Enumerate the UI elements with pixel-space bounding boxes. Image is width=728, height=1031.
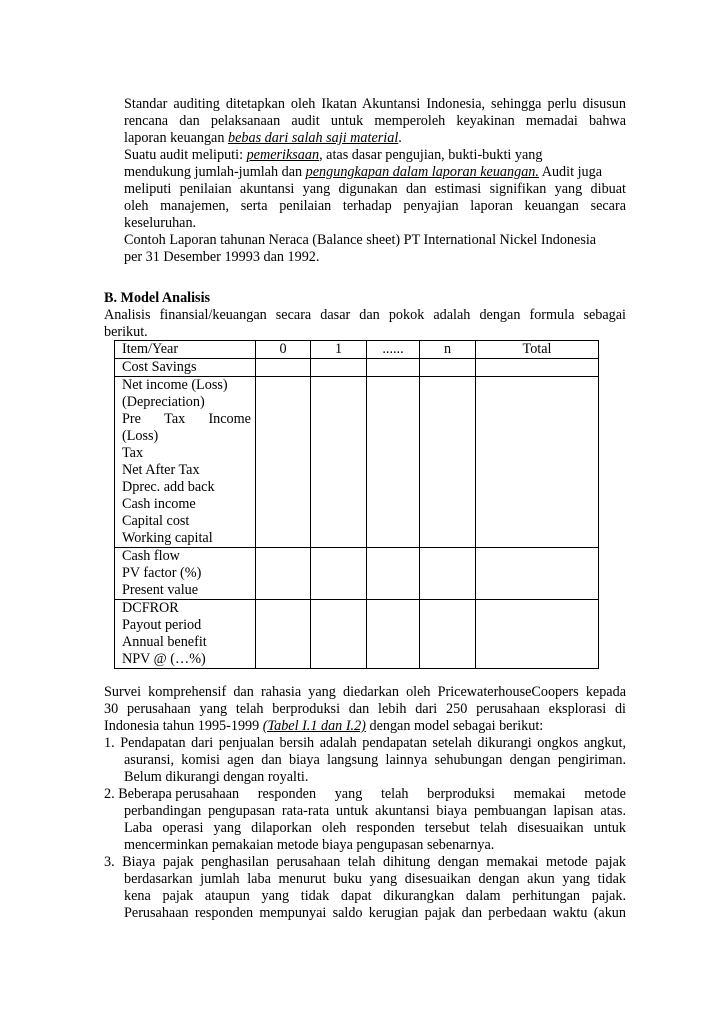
intro-text	[124, 147, 542, 164]
item-label: (Loss)	[122, 428, 159, 444]
header-col-ellipsis: ......	[367, 341, 420, 359]
point-1-line-1: 1. Pendapatan dari penjualan bersih adalah pendapatan setelah dikurangi ongkos angkut,	[104, 735, 626, 751]
table-item-cell	[115, 548, 256, 600]
intro-line-6: meliputi penilaian akuntansi yang digunakan dan estimasi signifikan yang dibuat	[124, 181, 626, 197]
analysis-table	[114, 340, 599, 669]
table-row	[115, 548, 599, 600]
table-cell	[367, 600, 420, 669]
point-2-line-1	[104, 786, 626, 803]
table-item-cell	[115, 359, 256, 377]
table-cell	[476, 377, 599, 548]
item-word: Pre	[122, 411, 141, 427]
intro-line-2: rencana dan pelaksanaan audit untuk memperoleh keyakinan memadai bahwa	[124, 113, 626, 129]
table-cell	[256, 359, 311, 377]
point-text: responden	[257, 786, 317, 802]
point-2-line-2: perbandingan pengupasan rata-rata untuk akuntansi biaya pembuangan lapisan atas.	[124, 803, 626, 819]
point-text: 2. Beberapa perusahaan	[104, 786, 240, 802]
item-label: (Depreciation)	[122, 394, 205, 410]
table-row	[115, 377, 599, 548]
intro-segment: Suatu audit meliputi:	[124, 147, 247, 163]
item-label: Cash income	[122, 496, 196, 512]
table-cell	[420, 600, 476, 669]
section-text-line-2: berikut.	[104, 324, 148, 340]
point-3-line-3: kena pajak ataupun yang tidak dapat dikurangkan dalam perhitungan pajak.	[124, 888, 626, 904]
table-cell	[420, 359, 476, 377]
table-cell	[311, 359, 367, 377]
item-label: Capital cost	[122, 513, 190, 529]
item-label: Net After Tax	[122, 462, 200, 478]
point-3-line-2: berdasarkan jumlah laba menurut buku yang disesuaikan dengan akun yang tidak	[124, 871, 626, 887]
item-label: Payout period	[122, 617, 202, 633]
table-cell	[256, 377, 311, 548]
item-label: DCFROR	[122, 600, 179, 616]
point-text: metode	[584, 786, 626, 802]
intro-line-5	[124, 164, 626, 181]
point-2-line-4: mencerminkan pemakaian metode biaya pengupasan sebenarnya.	[124, 837, 495, 853]
point-1-line-2: asuransi, komisi agen dan biaya langsung lainnya sehubungan dengan pengiriman.	[124, 752, 626, 768]
item-word: Tax	[164, 411, 186, 427]
intro-line-10: per 31 Desember 19993 dan 1992.	[124, 249, 320, 265]
point-1-line-3: Belum dikurangi dengan royalti.	[124, 769, 309, 785]
item-label: NPV @ (…%)	[122, 651, 206, 667]
item-label: Cash flow	[122, 548, 180, 564]
table-cell	[367, 359, 420, 377]
intro-text: mendukung jumlah-jumlah dan	[124, 164, 306, 180]
item-label: Dprec. add back	[122, 479, 215, 495]
point-3-line-4: Perusahaan responden mempunyai saldo kerugian pajak dan perbedaan waktu (akun	[124, 905, 626, 921]
point-text: yang	[334, 786, 363, 802]
table-cell	[256, 548, 311, 600]
intro-text: laporan keuangan	[124, 130, 228, 146]
survey-text: Indonesia tahun 1995-1999	[104, 718, 263, 734]
table-item-cell	[115, 600, 256, 669]
underlined-term: bebas dari salah saji material	[228, 130, 399, 146]
underlined-term: pengungkapan dalam laporan keuangan.	[305, 164, 539, 180]
table-cell	[476, 548, 599, 600]
table-cell	[367, 548, 420, 600]
table-cell	[420, 377, 476, 548]
table-cell	[256, 600, 311, 669]
item-label: Tax	[122, 445, 144, 461]
intro-line-1: Standar auditing ditetapkan oleh Ikatan Akuntansi Indonesia, sehingga perlu disusun	[124, 96, 626, 112]
item-label	[122, 411, 255, 428]
point-text: berproduksi	[427, 786, 495, 802]
intro-segment: , atas dasar pengujian, bukti-bukti yang	[319, 147, 543, 163]
section-heading: B. Model Analisis	[104, 290, 211, 306]
item-label: Present value	[122, 582, 199, 598]
item-word: Income	[208, 411, 251, 427]
item-label: PV factor (%)	[122, 565, 202, 581]
intro-line-3	[124, 130, 626, 147]
table-row	[115, 359, 599, 377]
point-text: memakai	[513, 786, 566, 802]
table-cell	[476, 359, 599, 377]
header-item-year: Item/Year	[115, 341, 256, 359]
intro-line-7: oleh manajemen, serta penilaian terhadap penyajian laporan keuangan secara	[124, 198, 626, 214]
underlined-term: pemeriksaan	[246, 147, 320, 163]
section-text-line-1: Analisis finansial/keuangan secara dasar dan pokok adalah dengan formula sebagai	[104, 307, 626, 323]
item-label: Working capital	[122, 530, 213, 546]
header-col-n: n	[420, 341, 476, 359]
point-3-line-1: 3. Biaya pajak penghasilan perusahaan telah dihitung dengan memakai metode pajak	[104, 854, 626, 870]
intro-line-4	[124, 147, 626, 164]
table-cell	[311, 548, 367, 600]
table-cell	[476, 600, 599, 669]
intro-line-8: keseluruhan.	[124, 215, 197, 231]
survey-text: dengan model sebagai berikut:	[365, 718, 544, 734]
survey-line-3	[104, 718, 626, 735]
table-header-row	[115, 341, 599, 359]
table-row	[115, 600, 599, 669]
item-label: Cost Savings	[122, 359, 197, 375]
header-col-1: 1	[311, 341, 367, 359]
table-item-cell	[115, 377, 256, 548]
item-label: Net income (Loss)	[122, 377, 228, 393]
point-text: telah	[380, 786, 409, 802]
intro-text: .	[398, 130, 402, 146]
item-label: Annual benefit	[122, 634, 207, 650]
table-cell	[311, 377, 367, 548]
table-cell	[311, 600, 367, 669]
table-cell	[367, 377, 420, 548]
intro-line-9: Contoh Laporan tahunan Neraca (Balance sheet) PT International Nickel Indonesia	[124, 232, 597, 248]
table-reference: (Tabel I.1 dan I.2)	[262, 718, 366, 734]
survey-line-1: Survei komprehensif dan rahasia yang diedarkan oleh PricewaterhouseCoopers kepada	[104, 684, 626, 700]
header-col-total: Total	[476, 341, 599, 359]
point-2-line-3: Laba operasi yang dilaporkan oleh responden tersebut telah disesuaikan untuk	[124, 820, 626, 836]
survey-line-2: 30 perusahaan yang telah berproduksi dan lebih dari 250 perusahaan eksplorasi di	[104, 701, 626, 717]
table-cell	[420, 548, 476, 600]
header-col-0: 0	[256, 341, 311, 359]
intro-text: Audit juga	[538, 164, 602, 180]
